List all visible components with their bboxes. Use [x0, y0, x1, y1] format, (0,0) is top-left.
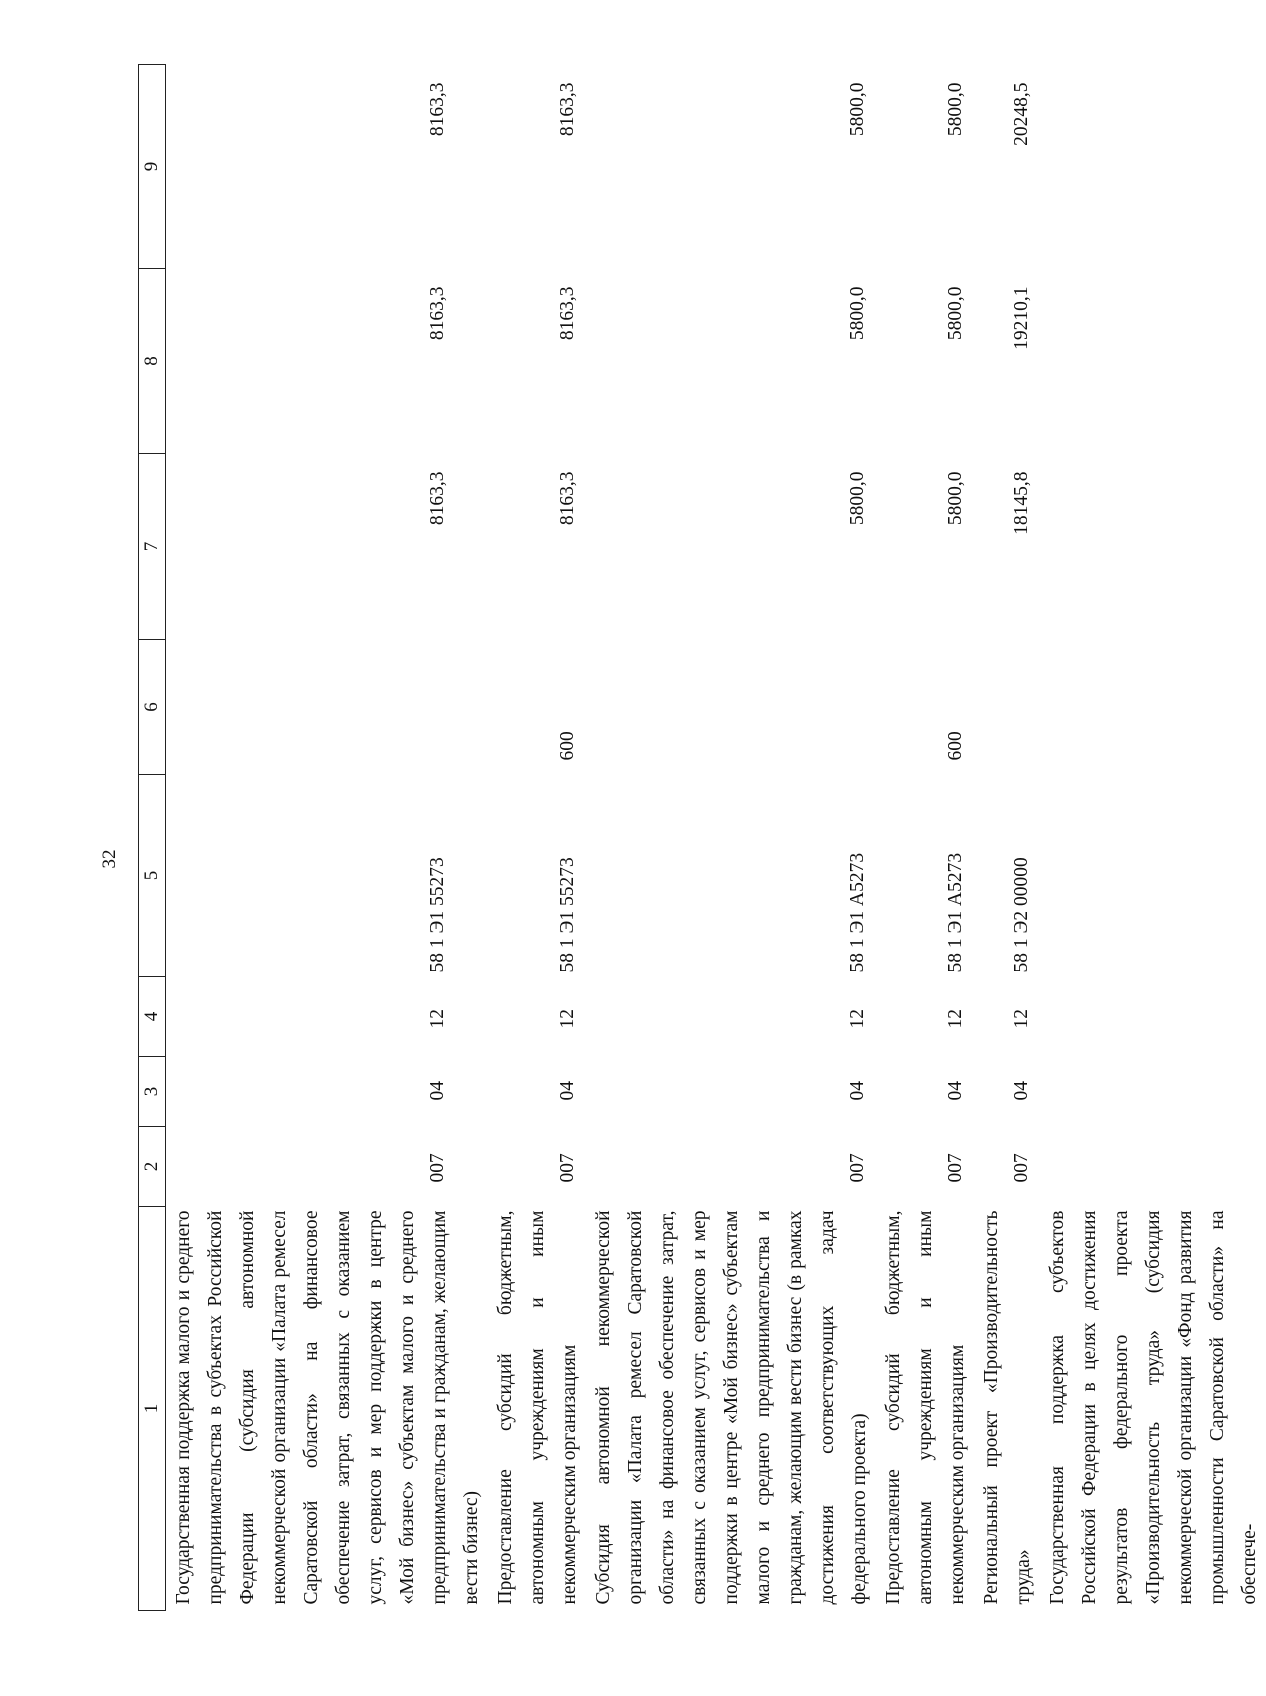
cell-subsection: 12 [557, 1009, 578, 1029]
cell-amount-year3: 20248,5 [1011, 82, 1032, 146]
cell-subsection: 12 [847, 1009, 868, 1029]
cell-ministry-code: 007 [847, 1153, 868, 1183]
cell-amount-year3: 8163,3 [427, 82, 448, 137]
cell-target-article: 58 1 Э1 55273 [427, 857, 448, 973]
cell-amount-year3: 5800,0 [847, 82, 868, 137]
cell-amount-year1: 5800,0 [847, 471, 868, 526]
cell-amount-year3: 8163,3 [557, 82, 578, 137]
cell-expense-type [166, 640, 489, 775]
header-cell: 2 [139, 1127, 166, 1207]
cell-subsection: 12 [945, 1009, 966, 1029]
cell-subsection [1040, 977, 1266, 1057]
cell-amount-year2: 5800,0 [847, 286, 868, 341]
table-row [488, 65, 586, 1611]
cell-section: 04 [427, 1081, 448, 1101]
cell-target-article: 58 1 Э2 00000 [1011, 857, 1032, 973]
cell-ministry-code [1040, 1127, 1266, 1207]
cell-target-article: 58 1 Э1 А5273 [847, 852, 868, 973]
row-name: Субсидия автономной некоммерческой организации «Палата ремесел Саратовской области» на финансовое обеспечение затрат, связанных с оказанием услуг, сервисов и мер поддержки в центре «Мой бизнес» субъектам малого и среднего предпринимательства и гражданам, желающим вести бизнес (в рамках достижения соответствующих задач федерального проекта) [593, 1210, 870, 1605]
cell-ministry-code: 007 [557, 1153, 578, 1183]
cell-ministry-code: 007 [945, 1153, 966, 1183]
header-cell: 7 [139, 454, 166, 640]
header-cell: 1 [139, 1207, 166, 1611]
budget-table [138, 64, 1266, 1611]
cell-target-article [1040, 775, 1266, 977]
cell-expense-type: 600 [945, 731, 966, 761]
cell-section: 04 [847, 1081, 868, 1101]
cell-amount-year3: 5800,0 [945, 82, 966, 137]
table-row [1040, 65, 1266, 1611]
cell-section: 04 [1011, 1081, 1032, 1101]
page-number: 32 [99, 849, 120, 869]
header-cell: 9 [139, 65, 166, 269]
cell-amount-year2: 5800,0 [945, 286, 966, 341]
row-name: Государственная поддержка субъектов Российской Федерации в целях достижения результатов федерального проекта «Производительность труда» (субсидия некоммерческой организации «Фонд развития промышленности Саратовской области» на обеспече- [1047, 1210, 1260, 1605]
cell-target-article: 58 1 Э1 А5273 [945, 852, 966, 973]
table-row [974, 65, 1040, 1611]
cell-amount-year1: 5800,0 [945, 471, 966, 526]
cell-amount-year1: 8163,3 [557, 471, 578, 526]
cell-section [1040, 1057, 1266, 1127]
cell-section: 04 [557, 1081, 578, 1101]
row-name: Региональный проект «Производительность труда» [981, 1210, 1034, 1605]
header-cell: 5 [139, 775, 166, 977]
header-cell: 8 [139, 269, 166, 454]
cell-amount-year1: 18145,8 [1011, 471, 1032, 535]
row-name: Предоставление субсидий бюджетным, автономным учреждениям и иным некоммерческим организациям [883, 1210, 968, 1605]
row-name: Предоставление субсидий бюджетным, автономным учреждениям и иным некоммерческим организациям [495, 1210, 580, 1605]
header-cell: 3 [139, 1057, 166, 1127]
cell-ministry-code: 007 [1011, 1153, 1032, 1183]
header-cell: 6 [139, 640, 166, 775]
header-cell: 4 [139, 977, 166, 1057]
cell-expense-type [1040, 640, 1266, 775]
cell-section: 04 [945, 1081, 966, 1101]
table-row [166, 65, 489, 1611]
cell-expense-type: 600 [557, 731, 578, 761]
cell-amount-year2: 8163,3 [427, 286, 448, 341]
cell-amount-year1 [1040, 454, 1266, 640]
cell-amount-year2: 19210,1 [1011, 286, 1032, 350]
cell-amount-year1: 8163,3 [427, 471, 448, 526]
cell-expense-type [586, 640, 876, 775]
table-row [876, 65, 974, 1611]
row-name: Государственная поддержка малого и среднего предпринимательства в субъектах Российской Федерации (субсидия автономной некоммерческой организации «Палата ремесел Саратовской области» на финансовое обеспечение затрат, связанных с оказанием услуг, сервисов и мер поддержки в центре «Мой бизнес» субъектам малого и среднего предпринимательства и гражданам, желающим вести бизнес) [173, 1210, 482, 1605]
cell-amount-year2: 8163,3 [557, 286, 578, 341]
cell-ministry-code: 007 [427, 1153, 448, 1183]
cell-subsection: 12 [1011, 1009, 1032, 1029]
cell-target-article: 58 1 Э1 55273 [557, 857, 578, 973]
cell-subsection: 12 [427, 1009, 448, 1029]
table-row [586, 65, 876, 1611]
cell-amount-year3 [1040, 65, 1266, 269]
table-header-row [139, 65, 166, 1611]
cell-expense-type [974, 640, 1040, 775]
cell-amount-year2 [1040, 269, 1266, 454]
